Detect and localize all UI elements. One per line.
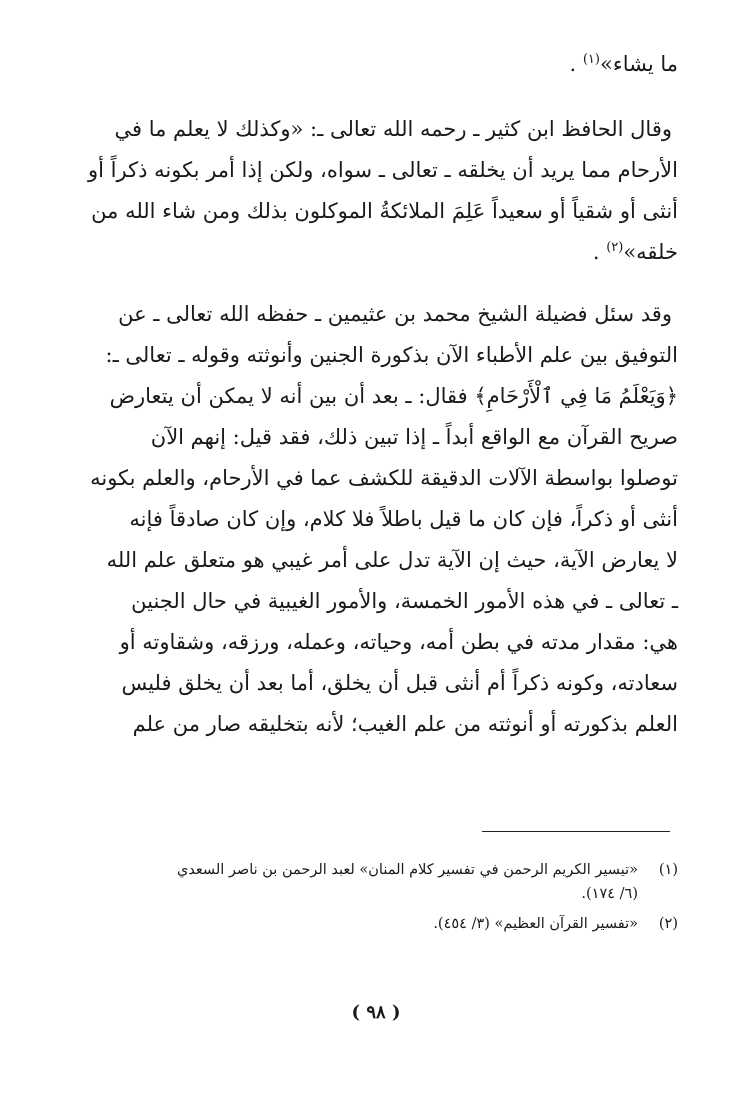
text-line bbox=[88, 158, 678, 182]
period: . bbox=[569, 52, 577, 76]
line-text: لا يعارض الآية، حيث إن الآية تدل على أمر غيبي هو متعلق علم الله bbox=[106, 548, 678, 572]
text-line bbox=[91, 199, 678, 223]
footnote-text: «تفسير القرآن العظيم» (٣/ ٤٥٤). bbox=[433, 916, 638, 932]
text-line bbox=[120, 630, 678, 654]
period: . bbox=[592, 240, 600, 264]
footnote-1-continuation bbox=[581, 882, 638, 906]
line-text: وقد سئل فضيلة الشيخ محمد بن عثيمين ـ حفظه الله تعالى ـ عن bbox=[118, 302, 672, 326]
text-line bbox=[115, 117, 673, 141]
footnote-number: (٢) bbox=[658, 916, 678, 932]
line-text: العلم بذكورته أو أنوثته من علم الغيب؛ لأنه بتخليقه صار من علم bbox=[132, 712, 678, 736]
line-text: التوفيق بين علم الأطباء الآن بذكورة الجنين وأنوثته وقوله ـ تعالى ـ: bbox=[105, 343, 678, 367]
line-text: خلقه» bbox=[623, 240, 678, 264]
footnote-text: «تيسير الكريم الرحمن في تفسير كلام المنان» لعبد الرحمن بن ناصر السعدي bbox=[176, 862, 638, 878]
line-text: الأرحام مما يريد أن يخلقه ـ تعالى ـ سواه، ولكن إذا أمر بكونه ذكراً أو bbox=[88, 158, 678, 182]
footnote-ref: (٢) bbox=[606, 240, 624, 255]
text-line bbox=[90, 466, 678, 490]
line-text: أنثى أو شقياً أو سعيداً عَلِمَ الملائكةُ الموكلون بذلك ومن شاء الله من bbox=[91, 199, 678, 223]
line-text: ﴿وَيَعْلَمُ مَا فِي ٱلْأَرْحَامِ﴾ فقال: ـ بعد أن بين أنه لا يمكن أن يتعارض bbox=[109, 384, 678, 408]
text-line bbox=[151, 425, 678, 449]
line-text: أنثى أو ذكراً، فإن كان ما قيل باطلاً فلا كلام، وإن كان صادقاً فإنه bbox=[129, 507, 678, 531]
line-text: ـ تعالى ـ في هذه الأمور الخمسة، والأمور الغيبية في حال الجنين bbox=[131, 589, 678, 613]
text-line bbox=[133, 712, 678, 736]
text-line bbox=[118, 302, 672, 326]
text-line bbox=[107, 548, 678, 572]
line-text: وقال الحافظ ابن كثير ـ رحمه الله تعالى ـ: «وكذلك لا يعلم ما في bbox=[114, 117, 672, 141]
footnote-2 bbox=[433, 912, 678, 936]
line-text: ما يشاء» bbox=[599, 52, 678, 76]
footnote-text: (٦/ ١٧٤). bbox=[581, 886, 638, 902]
line-text: صريح القرآن مع الواقع أبداً ـ إذا تبين ذلك، فقد قيل: إنهم الآن bbox=[150, 425, 678, 449]
page-number: ( ٩٨ ) bbox=[351, 1002, 401, 1023]
text-line bbox=[121, 671, 678, 695]
footnote-number: (١) bbox=[658, 862, 678, 878]
text-line bbox=[129, 507, 678, 531]
footnote-separator bbox=[482, 831, 670, 832]
line-text: سعادته، وكونه ذكراً أم أنثى قبل أن يخلق، أما بعد أن يخلق فليس bbox=[121, 671, 678, 695]
text-line bbox=[110, 384, 678, 408]
footnote-1 bbox=[177, 858, 678, 882]
text-line bbox=[569, 52, 678, 76]
line-text: هي: مقدار مدته في بطن أمه، وحياته، وعمله، ورزقه، وشقاوته أو bbox=[119, 630, 678, 654]
footnote-ref: (١) bbox=[582, 52, 600, 67]
text-line bbox=[131, 589, 678, 613]
text-line bbox=[593, 240, 678, 264]
text-line bbox=[106, 343, 679, 367]
line-text: توصلوا بواسطة الآلات الدقيقة للكشف عما في الأرحام، والعلم بكونه bbox=[90, 466, 678, 490]
